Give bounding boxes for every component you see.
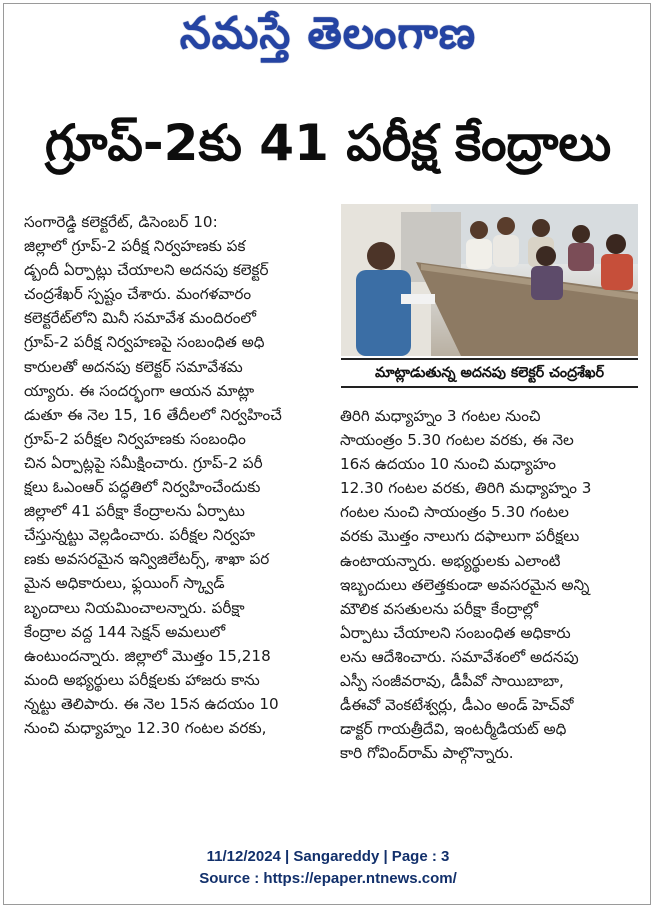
- article-text-line: క్షలు ఓఎంఆర్‌ పద్ధతిలో నిర్వహించేందుకు: [24, 478, 261, 497]
- article-text-line: న్నట్టు తెలిపారు. ఈ నెల 15న ఉదయం 10: [24, 694, 279, 713]
- article-text-line: కారి గోవింద్‌రామ్‌ పాల్గొన్నారు.: [340, 744, 514, 763]
- article-text-line: మంది అభ్యర్థులు పరీక్షలకు హాజరు కాను: [24, 670, 260, 689]
- article-text-line: గ్రూప్‌-2 పరీక్షల నిర్వహణకు సంబంధిం: [24, 429, 246, 448]
- article-headline: గ్రూప్‌-2కు 41 పరీక్ష కేంద్రాలు: [44, 114, 612, 172]
- article-text-line: డాక్టర్‌ గాయత్రీదేవి, ఇంటర్మీడియట్‌ అధి: [340, 720, 567, 739]
- article-text-line: ణకు అవసరమైన ఇన్విజిలేటర్స్‌, శాఖా పర: [24, 550, 270, 569]
- article-text-line: ఇబ్బందులు తలెత్తకుండా అవసరమైన అన్ని: [340, 575, 590, 594]
- article-text-line: కలెక్టరేట్‌లోని మినీ సమావేశ మందిరంలో: [24, 309, 257, 328]
- article-text-line: బృందాలు నియమించాలన్నారు. పరీక్షా: [24, 598, 245, 617]
- article-text-line: డ్బందీ ఏర్పాట్లు చేయాలని అదనపు కలెక్టర్‌: [24, 261, 269, 280]
- article-body-left-column: [24, 210, 324, 740]
- article-text-line: ఉంటుందన్నారు. జిల్లాలో మొత్తం 15,218: [24, 646, 271, 665]
- meeting-photo-image: [341, 204, 638, 356]
- article-text-line: చేస్తున్నట్టు వెల్లడించారు. పరీక్షల నిర్వహ: [24, 526, 256, 545]
- article-text-line: గంటల నుంచి సాయంత్రం 5.30 గంటల: [340, 503, 569, 522]
- article-text-line: వరకు మొత్తం నాలుగు దఫాలుగా పరీక్షలు: [340, 527, 580, 546]
- article-text-line: మౌలిక వసతులను పరీక్షా కేంద్రాల్లో: [340, 599, 539, 618]
- article-text-line: జిల్లాలో 41 పరీక్షా కేంద్రాలను ఏర్పాటు: [24, 502, 245, 521]
- article-text-line: ఏర్పాటు చేయాలని సంబంధిత అధికారు: [340, 623, 571, 642]
- article-text-line: ఉంటాయన్నారు. అభ్యర్థులకు ఎలాంటి: [340, 551, 561, 570]
- footer-date-edition: 11/12/2024 | Sangareddy | Page : 3: [206, 848, 450, 865]
- article-text-line: య్యారు. ఈ సందర్భంగా ఆయన మాట్లా: [24, 381, 255, 400]
- article-text-line: లను ఆదేశించారు. సమావేశంలో అదనపు: [340, 647, 579, 666]
- meeting-photo: [341, 204, 638, 356]
- article-body-right-column: [340, 404, 635, 765]
- newspaper-masthead: నమస్తే తెలంగాణ: [179, 8, 477, 59]
- article-text-line: కేంద్రాల వద్ద 144 సెక్షన్‌ అమలులో: [24, 622, 226, 641]
- article-text-line: 16న ఉదయం 10 నుంచి మధ్యాహం: [340, 455, 556, 474]
- article-text-line: సంగారెడ్డి కలెక్టరేట్‌, డిసెంబర్‌ 10:: [24, 213, 218, 231]
- article-text-line: నుంచి మధ్యాహ్నం 12.30 గంటల వరకు,: [24, 718, 267, 737]
- article-text-line: తిరిగి మధ్యాహ్నం 3 గంటల నుంచి: [340, 407, 541, 425]
- article-text-line: జిల్లాలో గ్రూప్‌-2 పరీక్ష నిర్వహణకు పక: [24, 237, 246, 256]
- article-text-line: కారులతో అదనపు కలెక్టర్‌ సమావేశమ: [24, 357, 243, 376]
- article-text-line: సాయంత్రం 5.30 గంటల వరకు, ఈ నెల: [340, 431, 574, 450]
- article-text-line: గ్రూప్‌-2 పరీక్ష నిర్వహణపై సంబంధిత అధి: [24, 333, 265, 352]
- article-text-line: మైన అధికారులు, ఫ్లయింగ్‌ స్క్వాడ్‌: [24, 574, 225, 593]
- article-text-line: ఎస్పీ సంజీవరావు, డీపీవో సాయిబాబా,: [340, 672, 564, 691]
- article-text-line: చిన ఏర్పాట్లపై సమీక్షించారు. గ్రూప్‌-2 పరీ: [24, 453, 263, 472]
- footer-source: Source : https://epaper.ntnews.com/: [199, 870, 457, 887]
- article-text-line: డీఈవో వెంకటేశ్వర్లు, డీఎం అండ్‌ హెచ్‌వో: [340, 696, 574, 715]
- article-text-line: చంద్రశేఖర్‌ స్పష్టం చేశారు. మంగళవారం: [24, 285, 252, 304]
- photo-caption: మాట్లాడుతున్న అదనపు కలెక్టర్‌ చంద్రశేఖర్‌: [341, 358, 638, 388]
- article-text-line: డుతూ ఈ నెల 15, 16 తేదీలలో నిర్వహించే: [24, 405, 282, 424]
- article-text-line: 12.30 గంటల వరకు, తిరిగి మధ్యాహ్నం 3: [340, 479, 592, 498]
